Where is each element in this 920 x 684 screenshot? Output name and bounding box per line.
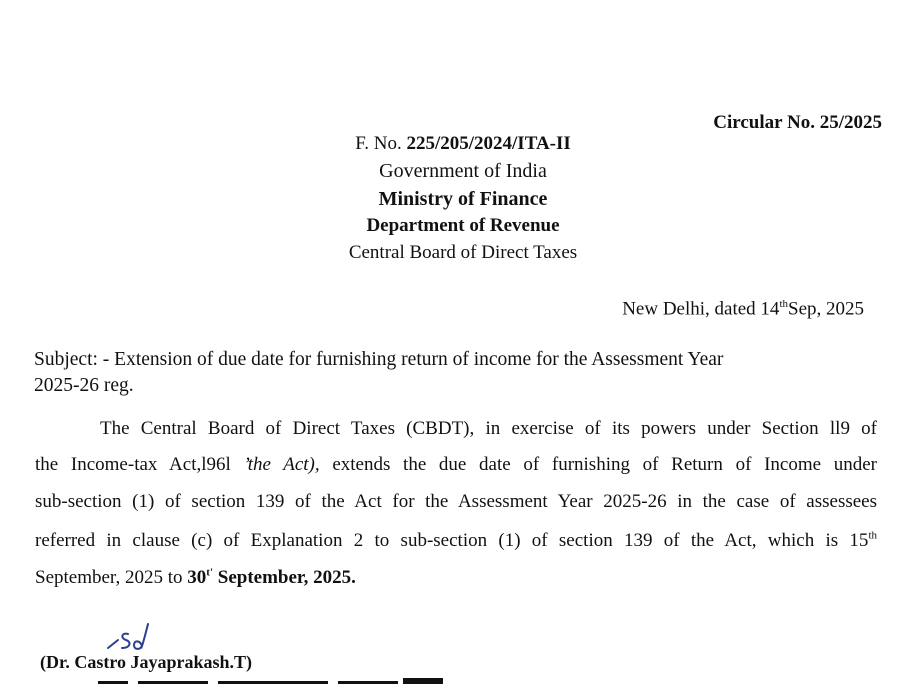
subject-paragraph bbox=[34, 347, 875, 399]
file-number-prefix: F. No. bbox=[355, 133, 402, 154]
board-heading: Central Board of Direct Taxes bbox=[348, 242, 578, 263]
cut-off-text-line bbox=[98, 676, 448, 684]
subject-line-2: 2025-26 reg. bbox=[34, 375, 134, 396]
dateline-rest: Sep, 2025 bbox=[788, 298, 864, 320]
signatory-title: (Dr. bbox=[40, 652, 70, 672]
signatory-fullname: Castro Jayaprakash.T) bbox=[69, 652, 253, 672]
signatory-name bbox=[40, 652, 252, 673]
body-line-5-bold-rest: September, 2025. bbox=[213, 567, 356, 588]
dateline-prefix: New Delhi, dated 14 bbox=[622, 298, 780, 320]
body-line-4 bbox=[35, 530, 877, 552]
handwritten-sd-signature-icon bbox=[104, 618, 156, 654]
body-line-2-a: the Income-tax Act,l96l bbox=[35, 454, 244, 475]
body-line-1: The Central Board of Direct Taxes (CBDT), in exercise of its powers under Section ll9 of bbox=[100, 418, 877, 439]
body-line-3: sub-section (1) of section 139 of the Act for the Assessment Year 2025-26 in the case of assessees bbox=[35, 491, 877, 512]
body-line-5-bold-day: 30 bbox=[187, 567, 207, 588]
ministry-heading: Ministry of Finance bbox=[378, 188, 548, 210]
dateline-ordinal: th bbox=[779, 298, 788, 310]
body-line-5-a: September, 2025 to bbox=[35, 567, 188, 588]
body-line-2 bbox=[35, 454, 877, 476]
body-line-5-bold-date bbox=[187, 567, 356, 588]
dateline bbox=[622, 298, 864, 320]
file-number-value: 225/205/2024/ITA-II bbox=[406, 133, 571, 154]
file-number bbox=[0, 133, 920, 155]
department-heading: Department of Revenue bbox=[366, 215, 560, 236]
body-line-5 bbox=[35, 567, 877, 589]
circular-number: Circular No. 25/2025 bbox=[713, 112, 882, 133]
body-line-2-italic: ’the Act), bbox=[243, 454, 320, 475]
body-line-4-ordinal: th bbox=[868, 529, 877, 542]
body-line-4-a: referred in clause (c) of Explanation 2 to sub-section (1) of section 139 of the Act, which is 15 bbox=[35, 530, 869, 551]
government-heading: Government of India bbox=[379, 160, 547, 182]
body-line-5-bold-ordinal: t' bbox=[206, 566, 214, 579]
subject-line-1: Subject: - Extension of due date for furnishing return of income for the Assessment Year bbox=[34, 349, 724, 370]
body-line-2-b: extends the due date of furnishing of Return of Income under bbox=[319, 454, 877, 475]
